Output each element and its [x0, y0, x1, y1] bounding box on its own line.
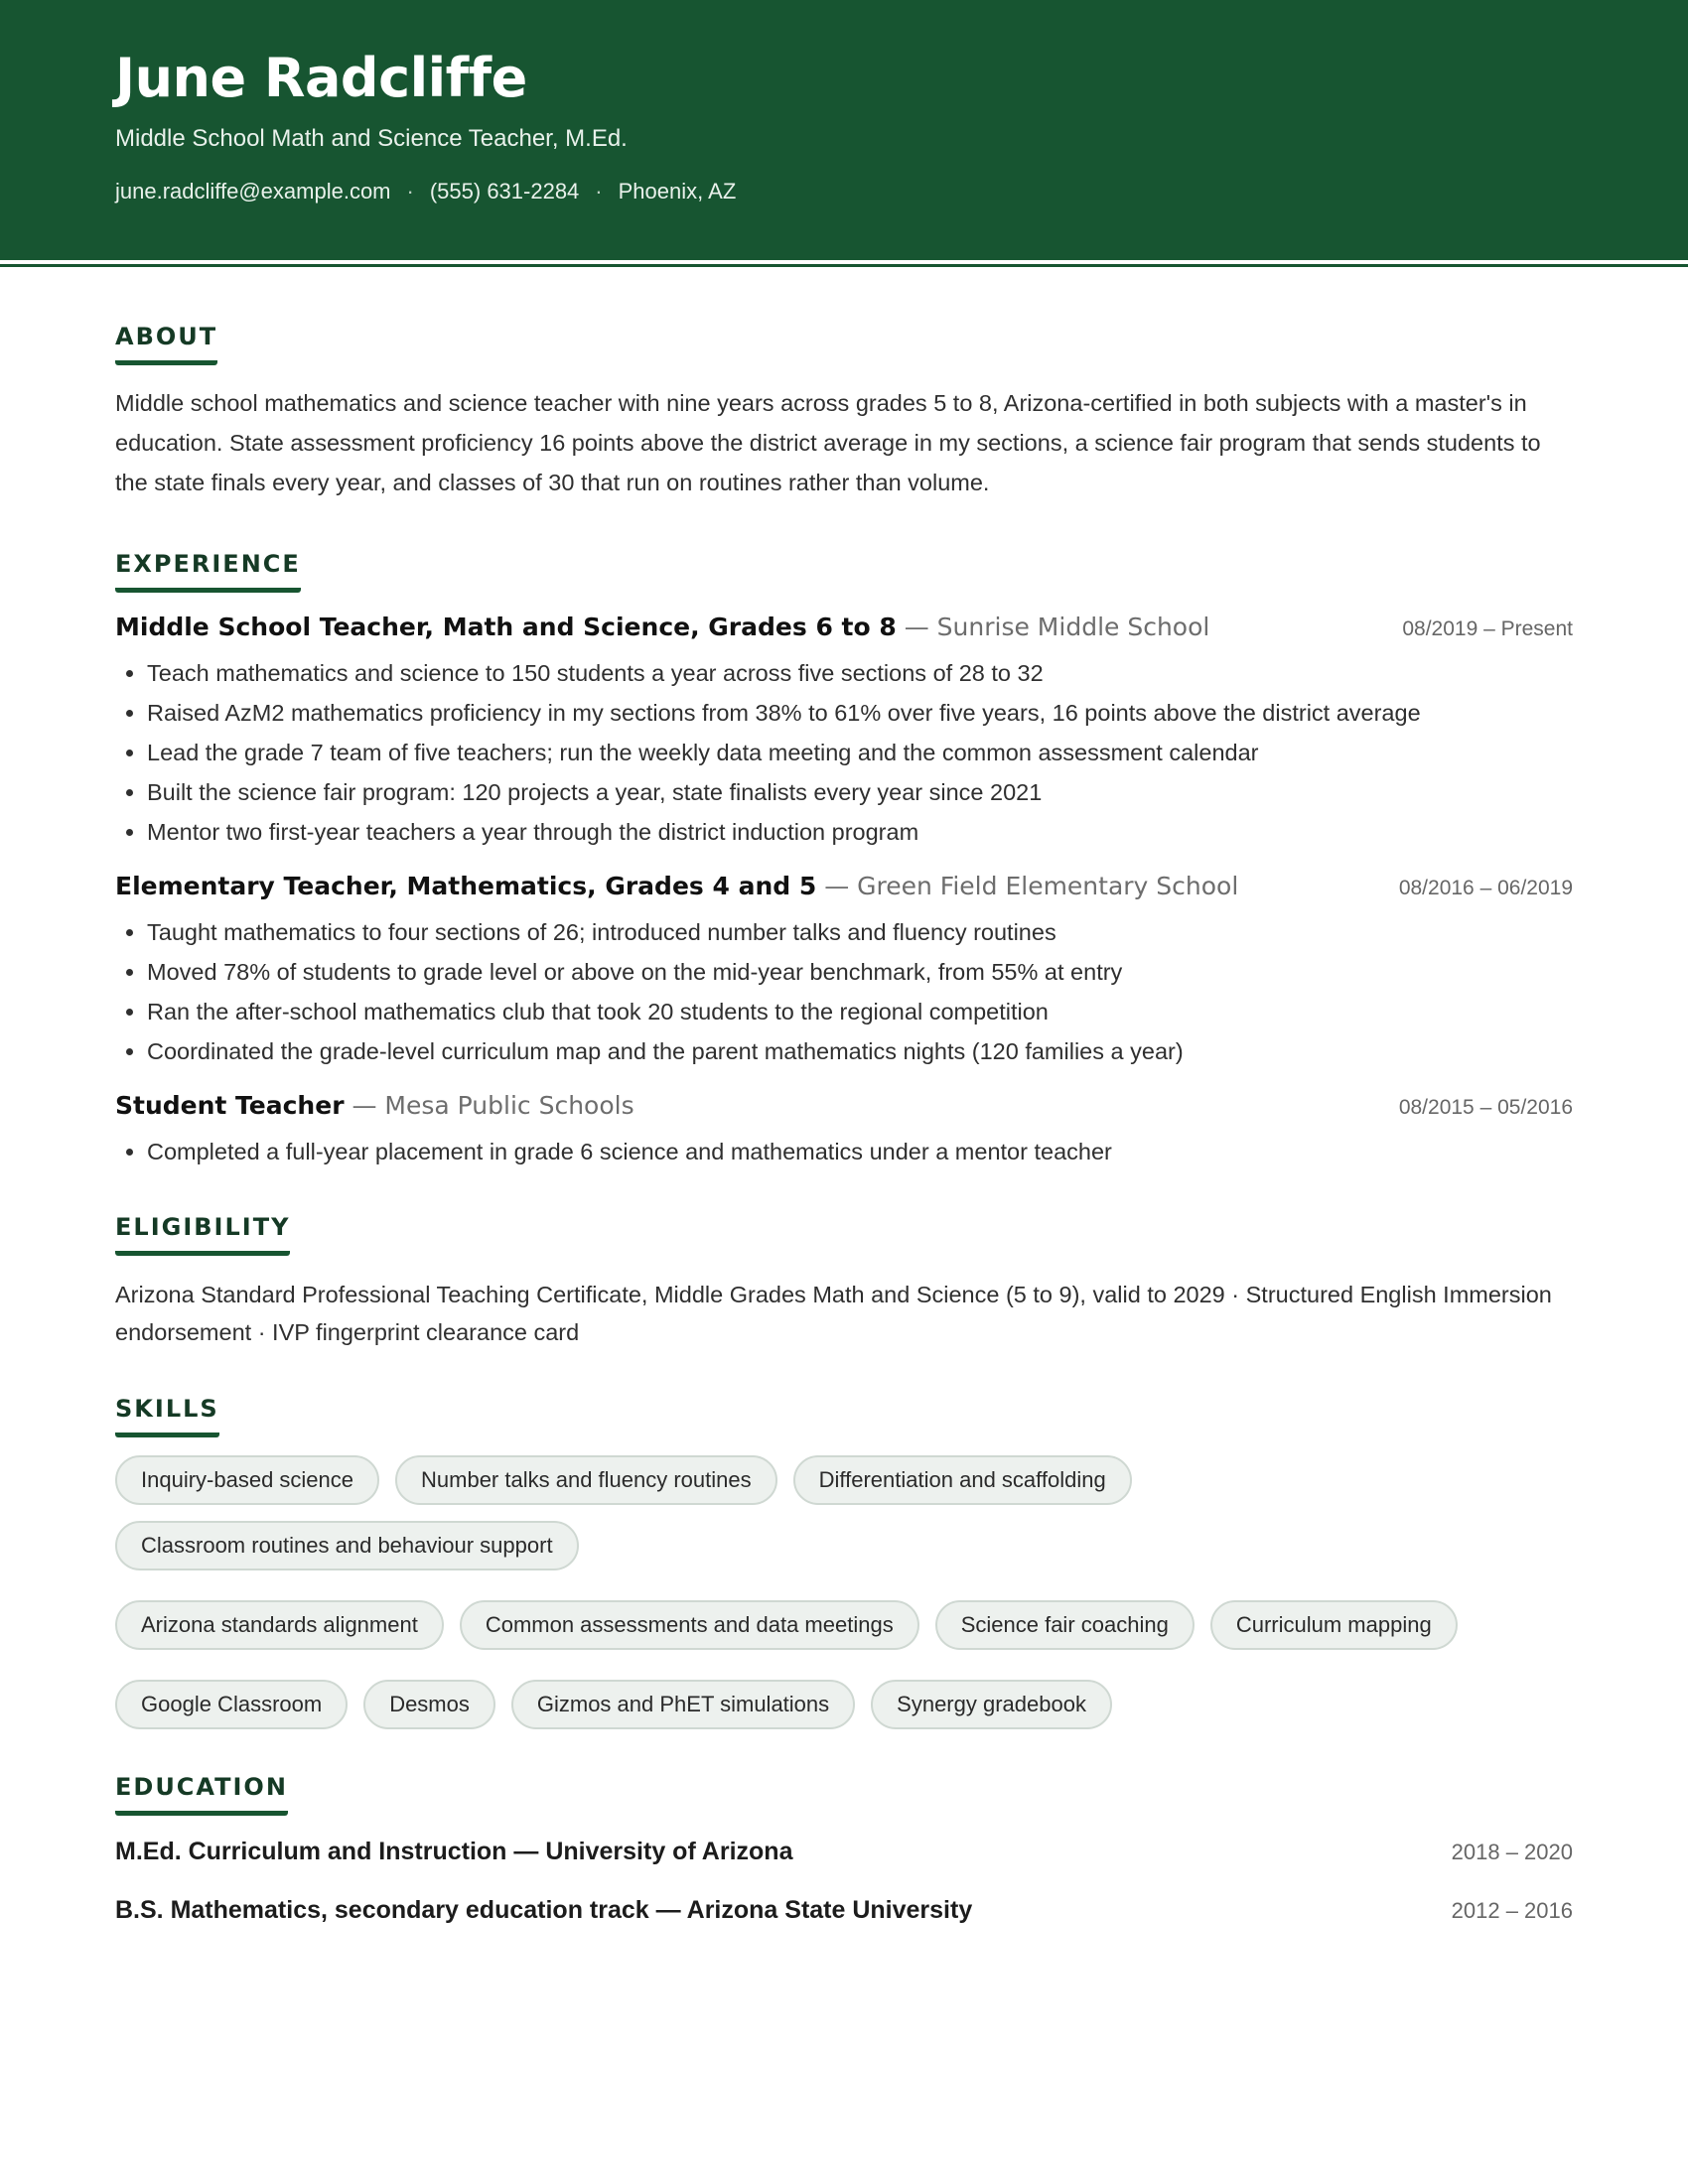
job-organization: — Sunrise Middle School: [896, 613, 1210, 641]
education-entry: [115, 1896, 1573, 1925]
job-entry: [115, 1091, 1573, 1171]
job-bullets: [115, 1132, 1573, 1171]
job-bullet: • Ran the after-school mathematics club that took 20 students to the regional competition: [147, 992, 1573, 1031]
eligibility-text: Arizona Standard Professional Teaching Certificate, Middle Grades Math and Science (5 to 9), valid to 2029 · Structured English Immersion endorsement · IVP fingerprint clearance card: [115, 1282, 1552, 1345]
about-text: Middle school mathematics and science teacher with nine years across grades 5 to 8, Arizona-certified in both subjects with a master's in education. State assessment proficiency 16 points above the district average in my sections, a science fair program that sends students to the state finals every year, and classes of 30 that run on routines rather than volume.: [115, 390, 1541, 495]
skill-chip: Differentiation and scaffolding: [793, 1455, 1132, 1505]
job-bullet: • Completed a full-year placement in grade 6 science and mathematics under a mentor teacher: [147, 1132, 1573, 1171]
job-header: [115, 613, 1573, 641]
degree-and-school: B.S. Mathematics, secondary education track — Arizona State University: [115, 1896, 973, 1924]
section-heading-about: ABOUT: [115, 323, 217, 365]
job-entry: [115, 613, 1573, 852]
job-bullet: • Mentor two first-year teachers a year through the district induction program: [147, 812, 1573, 852]
skill-chip: Number talks and fluency routines: [395, 1455, 777, 1505]
education-dates: 2018 – 2020: [1451, 1840, 1573, 1864]
resume-header: [0, 0, 1688, 260]
resume-body: [0, 323, 1688, 1925]
degree-and-school: M.Ed. Curriculum and Instruction — University of Arizona: [115, 1838, 793, 1865]
job-dates: 08/2019 – Present: [1402, 617, 1573, 640]
job-organization: — Mesa Public Schools: [344, 1091, 634, 1120]
skill-chip-group: [115, 1455, 1573, 1745]
contact-separator: ·: [406, 179, 414, 204]
job-bullet: • Moved 78% of students to grade level or above on the mid-year benchmark, from 55% at entry: [147, 952, 1573, 992]
about-section: [115, 323, 1573, 502]
skill-chip: Common assessments and data meetings: [460, 1600, 919, 1650]
chip-row-gap: [115, 1586, 1573, 1600]
job-dates: 08/2016 – 06/2019: [1398, 877, 1573, 899]
job-bullet: • Taught mathematics to four sections of 26; introduced number talks and fluency routines: [147, 912, 1573, 952]
job-bullets: [115, 653, 1573, 852]
job-role: Middle School Teacher, Math and Science, Grades 6 to 8: [115, 613, 897, 641]
section-heading-skills: SKILLS: [115, 1395, 219, 1437]
job-bullet: • Built the science fair program: 120 projects a year, state finalists every year since 2021: [147, 772, 1573, 812]
section-heading-education: EDUCATION: [115, 1773, 288, 1816]
section-heading-eligibility: ELIGIBILITY: [115, 1213, 290, 1256]
chip-row-gap: [115, 1666, 1573, 1680]
candidate-name: June Radcliffe: [115, 47, 527, 109]
section-heading-experience: EXPERIENCE: [115, 550, 301, 593]
job-entry: [115, 872, 1573, 1071]
job-bullet: • Teach mathematics and science to 150 students a year across five sections of 28 to 32: [147, 653, 1573, 693]
job-title-line: [115, 872, 1238, 900]
job-bullets: [115, 912, 1573, 1071]
contact-email[interactable]: june.radcliffe@example.com: [115, 179, 391, 204]
skill-chip: Google Classroom: [115, 1680, 348, 1729]
skill-chip: Desmos: [363, 1680, 495, 1729]
contact-location: Phoenix, AZ: [618, 179, 737, 204]
contact-phone[interactable]: (555) 631-2284: [429, 179, 580, 204]
skill-chip: Inquiry-based science: [115, 1455, 379, 1505]
header-divider: [0, 264, 1688, 267]
job-role: Elementary Teacher, Mathematics, Grades 4 and 5: [115, 872, 817, 900]
education-entry: [115, 1838, 1573, 1866]
skill-chip: Synergy gradebook: [871, 1680, 1112, 1729]
education-section: [115, 1773, 1573, 1925]
education-dates: 2012 – 2016: [1451, 1898, 1573, 1923]
skill-chip: Classroom routines and behaviour support: [115, 1521, 579, 1570]
job-title-line: [115, 1091, 634, 1120]
candidate-title: Middle School Math and Science Teacher, M.Ed.: [115, 125, 628, 152]
job-role: Student Teacher: [115, 1091, 345, 1120]
eligibility-section: [115, 1213, 1573, 1351]
job-bullet: • Coordinated the grade-level curriculum map and the parent mathematics nights (120 families a year): [147, 1031, 1573, 1071]
job-header: [115, 1091, 1573, 1120]
job-dates: 08/2015 – 05/2016: [1398, 1096, 1573, 1119]
job-organization: — Green Field Elementary School: [816, 872, 1239, 900]
contact-line: [115, 179, 1573, 205]
contact-separator: ·: [595, 179, 603, 204]
job-header: [115, 872, 1573, 900]
skill-chip: Gizmos and PhET simulations: [511, 1680, 855, 1729]
job-bullet: • Lead the grade 7 team of five teachers; run the weekly data meeting and the common assessment calendar: [147, 733, 1573, 772]
job-title-line: [115, 613, 1209, 641]
skill-chip: Curriculum mapping: [1210, 1600, 1458, 1650]
skill-chip: Science fair coaching: [935, 1600, 1195, 1650]
skill-chip: Arizona standards alignment: [115, 1600, 444, 1650]
job-bullet: • Raised AzM2 mathematics proficiency in my sections from 38% to 61% over five years, 16 points above the district average: [147, 693, 1573, 733]
experience-section: [115, 550, 1573, 1171]
skills-section: [115, 1395, 1573, 1745]
